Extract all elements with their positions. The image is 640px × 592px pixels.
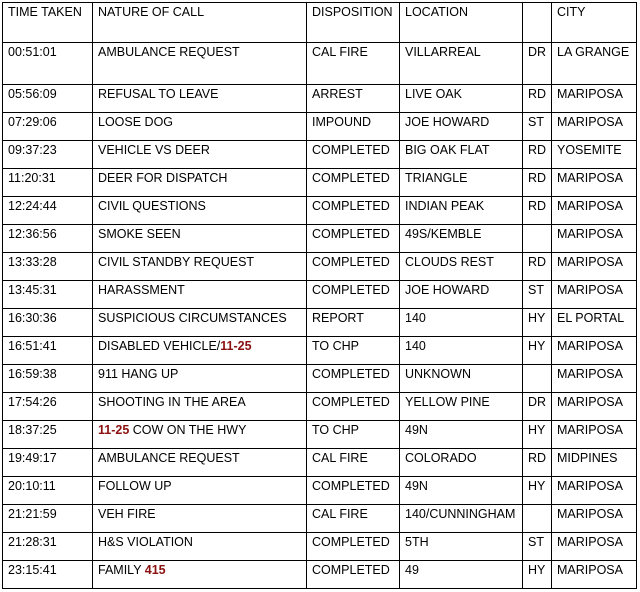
location-cell: COLORADO xyxy=(400,449,523,477)
header-disposition: DISPOSITION xyxy=(307,3,400,43)
table-row xyxy=(3,141,637,169)
city-cell: MARIPOSA xyxy=(552,85,637,113)
time-cell: 23:15:41 xyxy=(3,561,93,589)
location-cell: 140 xyxy=(400,337,523,365)
location-cell: LIVE OAK xyxy=(400,85,523,113)
suffix-cell xyxy=(523,225,552,253)
table-row xyxy=(3,169,637,197)
disposition-cell: ARREST xyxy=(307,85,400,113)
nature-cell xyxy=(93,477,307,505)
city-cell: MARIPOSA xyxy=(552,393,637,421)
suffix-cell: DR xyxy=(523,393,552,421)
city-cell: MARIPOSA xyxy=(552,113,637,141)
nature-cell xyxy=(93,365,307,393)
nature-cell xyxy=(93,169,307,197)
disposition-cell: COMPLETED xyxy=(307,281,400,309)
table-row xyxy=(3,113,637,141)
suffix-cell: RD xyxy=(523,253,552,281)
table-row xyxy=(3,85,637,113)
nature-cell xyxy=(93,449,307,477)
time-cell: 17:54:26 xyxy=(3,393,93,421)
location-cell: 49N xyxy=(400,421,523,449)
location-cell: INDIAN PEAK xyxy=(400,197,523,225)
table-row xyxy=(3,365,637,393)
nature-cell xyxy=(93,141,307,169)
table-row xyxy=(3,561,637,589)
location-cell: 49 xyxy=(400,561,523,589)
city-cell: MARIPOSA xyxy=(552,533,637,561)
nature-cell xyxy=(93,337,307,365)
time-cell: 19:49:17 xyxy=(3,449,93,477)
city-cell: MARIPOSA xyxy=(552,505,637,533)
suffix-cell: RD xyxy=(523,197,552,225)
nature-code: 11-25 xyxy=(98,423,130,437)
table-row xyxy=(3,225,637,253)
time-cell: 11:20:31 xyxy=(3,169,93,197)
city-cell: MARIPOSA xyxy=(552,253,637,281)
nature-cell xyxy=(93,253,307,281)
table-row xyxy=(3,477,637,505)
table-row xyxy=(3,281,637,309)
nature-cell xyxy=(93,197,307,225)
table-row xyxy=(3,505,637,533)
disposition-cell: COMPLETED xyxy=(307,225,400,253)
nature-text: FAMILY xyxy=(98,563,145,577)
nature-text: CIVIL QUESTIONS xyxy=(98,199,206,213)
location-cell: 140 xyxy=(400,309,523,337)
nature-text: REFUSAL TO LEAVE xyxy=(98,87,219,101)
header-time: TIME TAKEN xyxy=(3,3,93,43)
suffix-cell: HY xyxy=(523,337,552,365)
suffix-cell: ST xyxy=(523,533,552,561)
time-cell: 12:36:56 xyxy=(3,225,93,253)
city-cell: MARIPOSA xyxy=(552,365,637,393)
nature-cell xyxy=(93,309,307,337)
table-row xyxy=(3,197,637,225)
nature-cell xyxy=(93,533,307,561)
nature-text-after: COW ON THE HWY xyxy=(129,423,247,437)
location-cell: YELLOW PINE xyxy=(400,393,523,421)
city-cell: MARIPOSA xyxy=(552,197,637,225)
header-city: CITY xyxy=(552,3,637,43)
suffix-cell: ST xyxy=(523,281,552,309)
disposition-cell: COMPLETED xyxy=(307,561,400,589)
suffix-cell: DR xyxy=(523,43,552,85)
location-cell: VILLARREAL xyxy=(400,43,523,85)
suffix-cell: ST xyxy=(523,113,552,141)
nature-cell xyxy=(93,505,307,533)
table-row xyxy=(3,43,637,85)
disposition-cell: COMPLETED xyxy=(307,533,400,561)
call-log-table xyxy=(2,2,637,589)
disposition-cell: COMPLETED xyxy=(307,365,400,393)
disposition-cell: CAL FIRE xyxy=(307,449,400,477)
suffix-cell: HY xyxy=(523,309,552,337)
city-cell: MARIPOSA xyxy=(552,281,637,309)
call-log-body xyxy=(3,3,637,589)
time-cell: 20:10:11 xyxy=(3,477,93,505)
disposition-cell: CAL FIRE xyxy=(307,43,400,85)
disposition-cell: REPORT xyxy=(307,309,400,337)
nature-text: LOOSE DOG xyxy=(98,115,174,129)
location-cell: 140/CUNNINGHAM xyxy=(400,505,523,533)
time-cell: 21:28:31 xyxy=(3,533,93,561)
time-cell: 21:21:59 xyxy=(3,505,93,533)
disposition-cell: CAL FIRE xyxy=(307,505,400,533)
disposition-cell: COMPLETED xyxy=(307,197,400,225)
nature-cell xyxy=(93,85,307,113)
city-cell: MARIPOSA xyxy=(552,225,637,253)
table-row xyxy=(3,253,637,281)
nature-text: AMBULANCE REQUEST xyxy=(98,451,240,465)
city-cell: MARIPOSA xyxy=(552,477,637,505)
time-cell: 13:33:28 xyxy=(3,253,93,281)
suffix-cell: RD xyxy=(523,169,552,197)
header-nature: NATURE OF CALL xyxy=(93,3,307,43)
city-cell: YOSEMITE xyxy=(552,141,637,169)
suffix-cell: RD xyxy=(523,85,552,113)
disposition-cell: TO CHP xyxy=(307,421,400,449)
city-cell: LA GRANGE xyxy=(552,43,637,85)
nature-text: VEH FIRE xyxy=(98,507,156,521)
disposition-cell: COMPLETED xyxy=(307,169,400,197)
nature-text: AMBULANCE REQUEST xyxy=(98,45,240,59)
nature-text: VEHICLE VS DEER xyxy=(98,143,210,157)
time-cell: 18:37:25 xyxy=(3,421,93,449)
nature-text: CIVIL STANDBY REQUEST xyxy=(98,255,255,269)
location-cell: 49N xyxy=(400,477,523,505)
nature-code: 415 xyxy=(144,563,166,577)
header-row xyxy=(3,3,637,43)
nature-text: FOLLOW UP xyxy=(98,479,172,493)
nature-text: DISABLED VEHICLE/ xyxy=(98,339,221,353)
nature-text: HARASSMENT xyxy=(98,283,185,297)
city-cell: MARIPOSA xyxy=(552,561,637,589)
disposition-cell: COMPLETED xyxy=(307,393,400,421)
city-cell: MARIPOSA xyxy=(552,337,637,365)
suffix-cell: HY xyxy=(523,421,552,449)
table-row xyxy=(3,337,637,365)
nature-text: H&S VIOLATION xyxy=(98,535,193,549)
nature-cell xyxy=(93,561,307,589)
time-cell: 16:30:36 xyxy=(3,309,93,337)
time-cell: 07:29:06 xyxy=(3,113,93,141)
disposition-cell: TO CHP xyxy=(307,337,400,365)
nature-code: 11-25 xyxy=(220,339,252,353)
nature-cell xyxy=(93,225,307,253)
suffix-cell: RD xyxy=(523,449,552,477)
nature-cell xyxy=(93,113,307,141)
suffix-cell: HY xyxy=(523,561,552,589)
table-row xyxy=(3,533,637,561)
time-cell: 05:56:09 xyxy=(3,85,93,113)
disposition-cell: COMPLETED xyxy=(307,477,400,505)
city-cell: MARIPOSA xyxy=(552,169,637,197)
disposition-cell: COMPLETED xyxy=(307,253,400,281)
nature-cell xyxy=(93,281,307,309)
header-suffix xyxy=(523,3,552,43)
location-cell: 5TH xyxy=(400,533,523,561)
city-cell: EL PORTAL xyxy=(552,309,637,337)
nature-text: SHOOTING IN THE AREA xyxy=(98,395,246,409)
nature-text: DEER FOR DISPATCH xyxy=(98,171,228,185)
location-cell: UNKNOWN xyxy=(400,365,523,393)
table-row xyxy=(3,421,637,449)
nature-cell xyxy=(93,421,307,449)
suffix-cell: RD xyxy=(523,141,552,169)
location-cell: JOE HOWARD xyxy=(400,113,523,141)
time-cell: 09:37:23 xyxy=(3,141,93,169)
nature-cell xyxy=(93,393,307,421)
suffix-cell: HY xyxy=(523,477,552,505)
location-cell: 49S/KEMBLE xyxy=(400,225,523,253)
city-cell: MARIPOSA xyxy=(552,421,637,449)
nature-text: 911 HANG UP xyxy=(98,367,179,381)
time-cell: 16:51:41 xyxy=(3,337,93,365)
time-cell: 12:24:44 xyxy=(3,197,93,225)
nature-text: SUSPICIOUS CIRCUMSTANCES xyxy=(98,311,287,325)
table-row xyxy=(3,393,637,421)
city-cell: MIDPINES xyxy=(552,449,637,477)
suffix-cell xyxy=(523,505,552,533)
nature-cell xyxy=(93,43,307,85)
location-cell: JOE HOWARD xyxy=(400,281,523,309)
table-row xyxy=(3,449,637,477)
time-cell: 00:51:01 xyxy=(3,43,93,85)
location-cell: TRIANGLE xyxy=(400,169,523,197)
location-cell: CLOUDS REST xyxy=(400,253,523,281)
table-row xyxy=(3,309,637,337)
header-location: LOCATION xyxy=(400,3,523,43)
time-cell: 16:59:38 xyxy=(3,365,93,393)
suffix-cell xyxy=(523,365,552,393)
disposition-cell: COMPLETED xyxy=(307,141,400,169)
time-cell: 13:45:31 xyxy=(3,281,93,309)
location-cell: BIG OAK FLAT xyxy=(400,141,523,169)
nature-text: SMOKE SEEN xyxy=(98,227,181,241)
disposition-cell: IMPOUND xyxy=(307,113,400,141)
